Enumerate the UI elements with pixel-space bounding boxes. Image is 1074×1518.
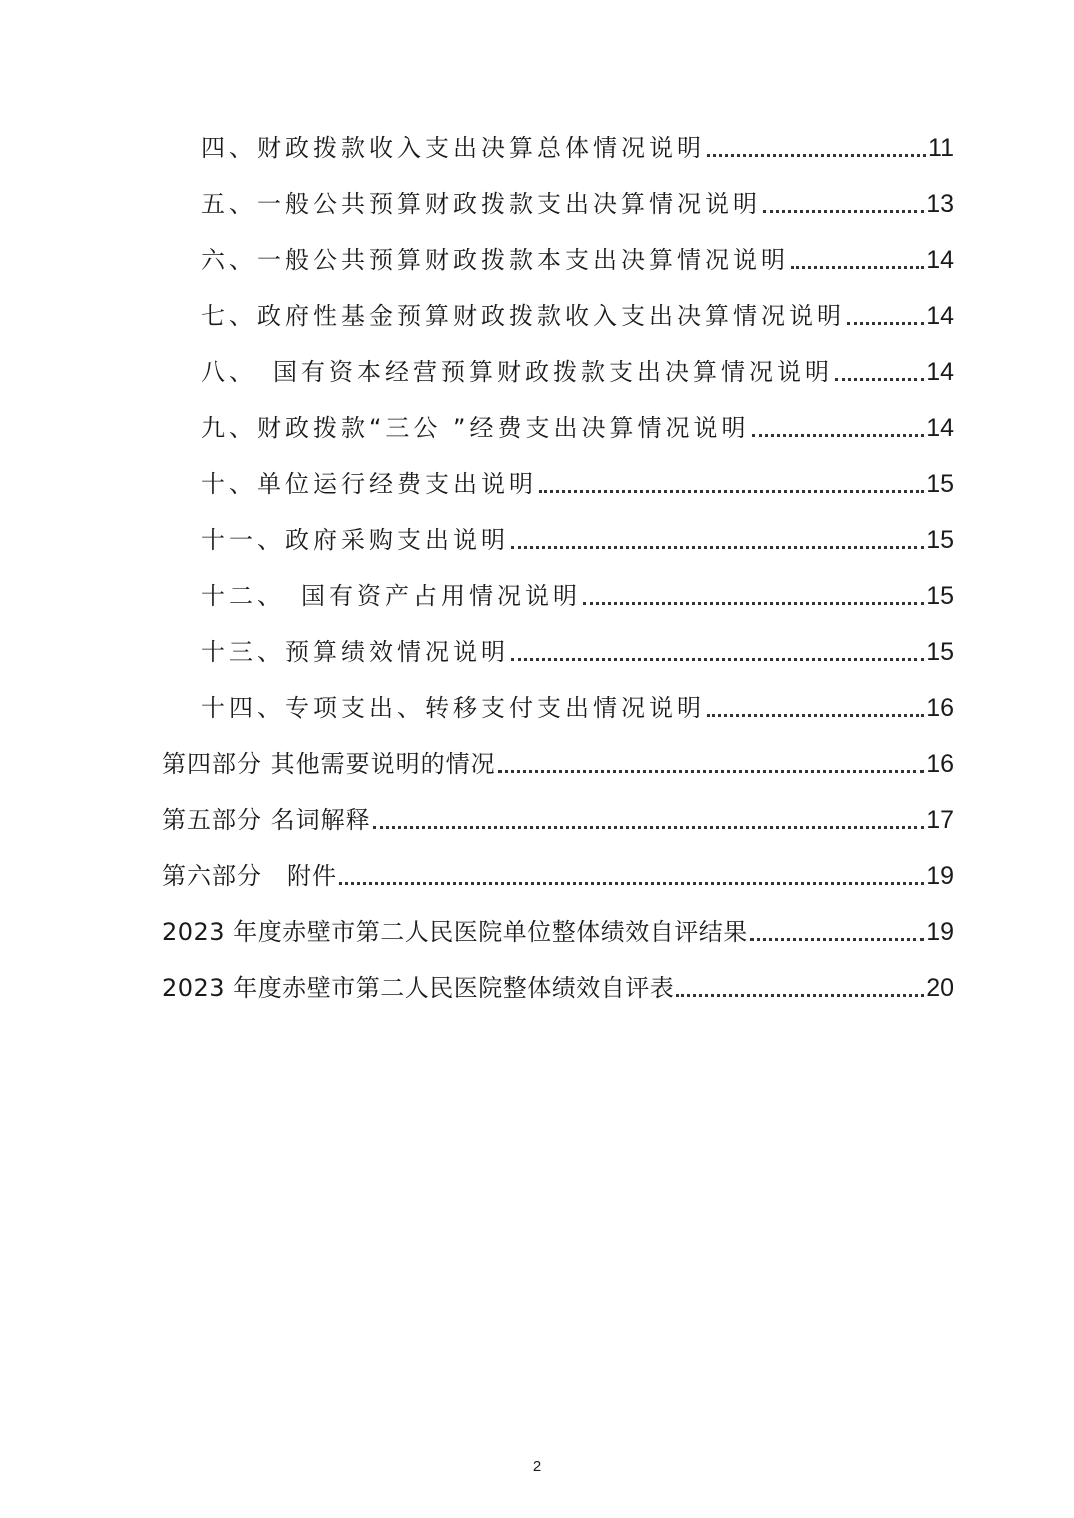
toc-entry[interactable] [201, 184, 954, 224]
toc-leader-dots [707, 154, 926, 157]
toc-entry-label: 第六部分 附件 [162, 862, 337, 890]
toc-leader-dots [539, 490, 924, 493]
toc-entry-label: 第四部分 其他需要说明的情况 [162, 750, 496, 778]
toc-entry-label: 十二、 国有资产占用情况说明 [201, 582, 581, 610]
toc-entry-label: 2023 年度赤壁市第二人民医院单位整体绩效自评结果 [162, 918, 748, 946]
toc-entry-page: 13 [926, 190, 954, 218]
toc-leader-dots [339, 882, 924, 885]
toc-leader-dots [583, 602, 924, 605]
toc-leader-dots [511, 658, 924, 661]
toc-entry-label: 十三、预算绩效情况说明 [201, 638, 509, 666]
toc-entry-label: 七、政府性基金预算财政拨款收入支出决算情况说明 [201, 302, 845, 330]
toc-entry[interactable] [162, 744, 954, 784]
toc-leader-dots [847, 322, 924, 325]
toc-leader-dots [498, 770, 925, 773]
toc-entry-label: 十、单位运行经费支出说明 [201, 470, 537, 498]
toc-entry-label: 九、财政拨款“三公 ”经费支出决算情况说明 [201, 414, 750, 442]
toc-entry[interactable] [162, 800, 954, 840]
toc-entry-page: 16 [926, 694, 954, 722]
toc-entry-page: 14 [926, 302, 954, 330]
toc-leader-dots [511, 546, 924, 549]
toc-entry[interactable] [201, 464, 954, 504]
toc-leader-dots [750, 938, 924, 941]
toc-entry-page: 15 [926, 470, 954, 498]
toc-entry[interactable] [201, 408, 954, 448]
toc-entry-page: 14 [926, 414, 954, 442]
toc-entry-label: 八、 国有资本经营预算财政拨款支出决算情况说明 [201, 358, 833, 386]
toc-entry-page: 14 [926, 246, 954, 274]
toc-leader-dots [676, 994, 924, 997]
toc-entry-page: 19 [926, 918, 954, 946]
toc-entry-page: 14 [926, 358, 954, 386]
toc-leader-dots [763, 210, 924, 213]
toc-leader-dots [373, 826, 925, 829]
toc-entry-label: 第五部分 名词解释 [162, 806, 371, 834]
toc-leader-dots [835, 378, 924, 381]
toc-entry-label: 四、财政拨款收入支出决算总体情况说明 [201, 134, 705, 162]
toc-entry[interactable] [162, 856, 954, 896]
toc-entry-label: 五、一般公共预算财政拨款支出决算情况说明 [201, 190, 761, 218]
toc-entry-page: 15 [926, 638, 954, 666]
toc-entry-label: 十一、政府采购支出说明 [201, 526, 509, 554]
toc-entry-page: 19 [926, 862, 954, 890]
toc-entry-page: 11 [928, 134, 954, 162]
toc-entry[interactable] [162, 912, 954, 952]
toc-entry-page: 16 [926, 750, 954, 778]
toc-entry[interactable] [201, 240, 954, 280]
toc-entry-label: 十四、专项支出、转移支付支出情况说明 [201, 694, 705, 722]
toc-leader-dots [791, 266, 924, 269]
toc-entry[interactable] [201, 296, 954, 336]
toc-entry-label: 2023 年度赤壁市第二人民医院整体绩效自评表 [162, 974, 675, 1002]
toc-entry-label: 六、一般公共预算财政拨款本支出决算情况说明 [201, 246, 789, 274]
toc-entry[interactable] [201, 128, 954, 168]
toc-entry-page: 15 [926, 582, 954, 610]
toc-entry-page: 20 [926, 974, 954, 1002]
toc-entry[interactable] [201, 520, 954, 560]
toc-entry[interactable] [201, 688, 954, 728]
toc-entry[interactable] [201, 352, 954, 392]
page-number: 2 [532, 1458, 542, 1475]
toc-entry[interactable] [201, 576, 954, 616]
toc-leader-dots [707, 714, 924, 717]
toc-entry-page: 15 [926, 526, 954, 554]
toc-leader-dots [752, 434, 925, 437]
toc-entry[interactable] [201, 632, 954, 672]
toc-entry[interactable] [162, 968, 954, 1008]
toc-entry-page: 17 [926, 806, 954, 834]
